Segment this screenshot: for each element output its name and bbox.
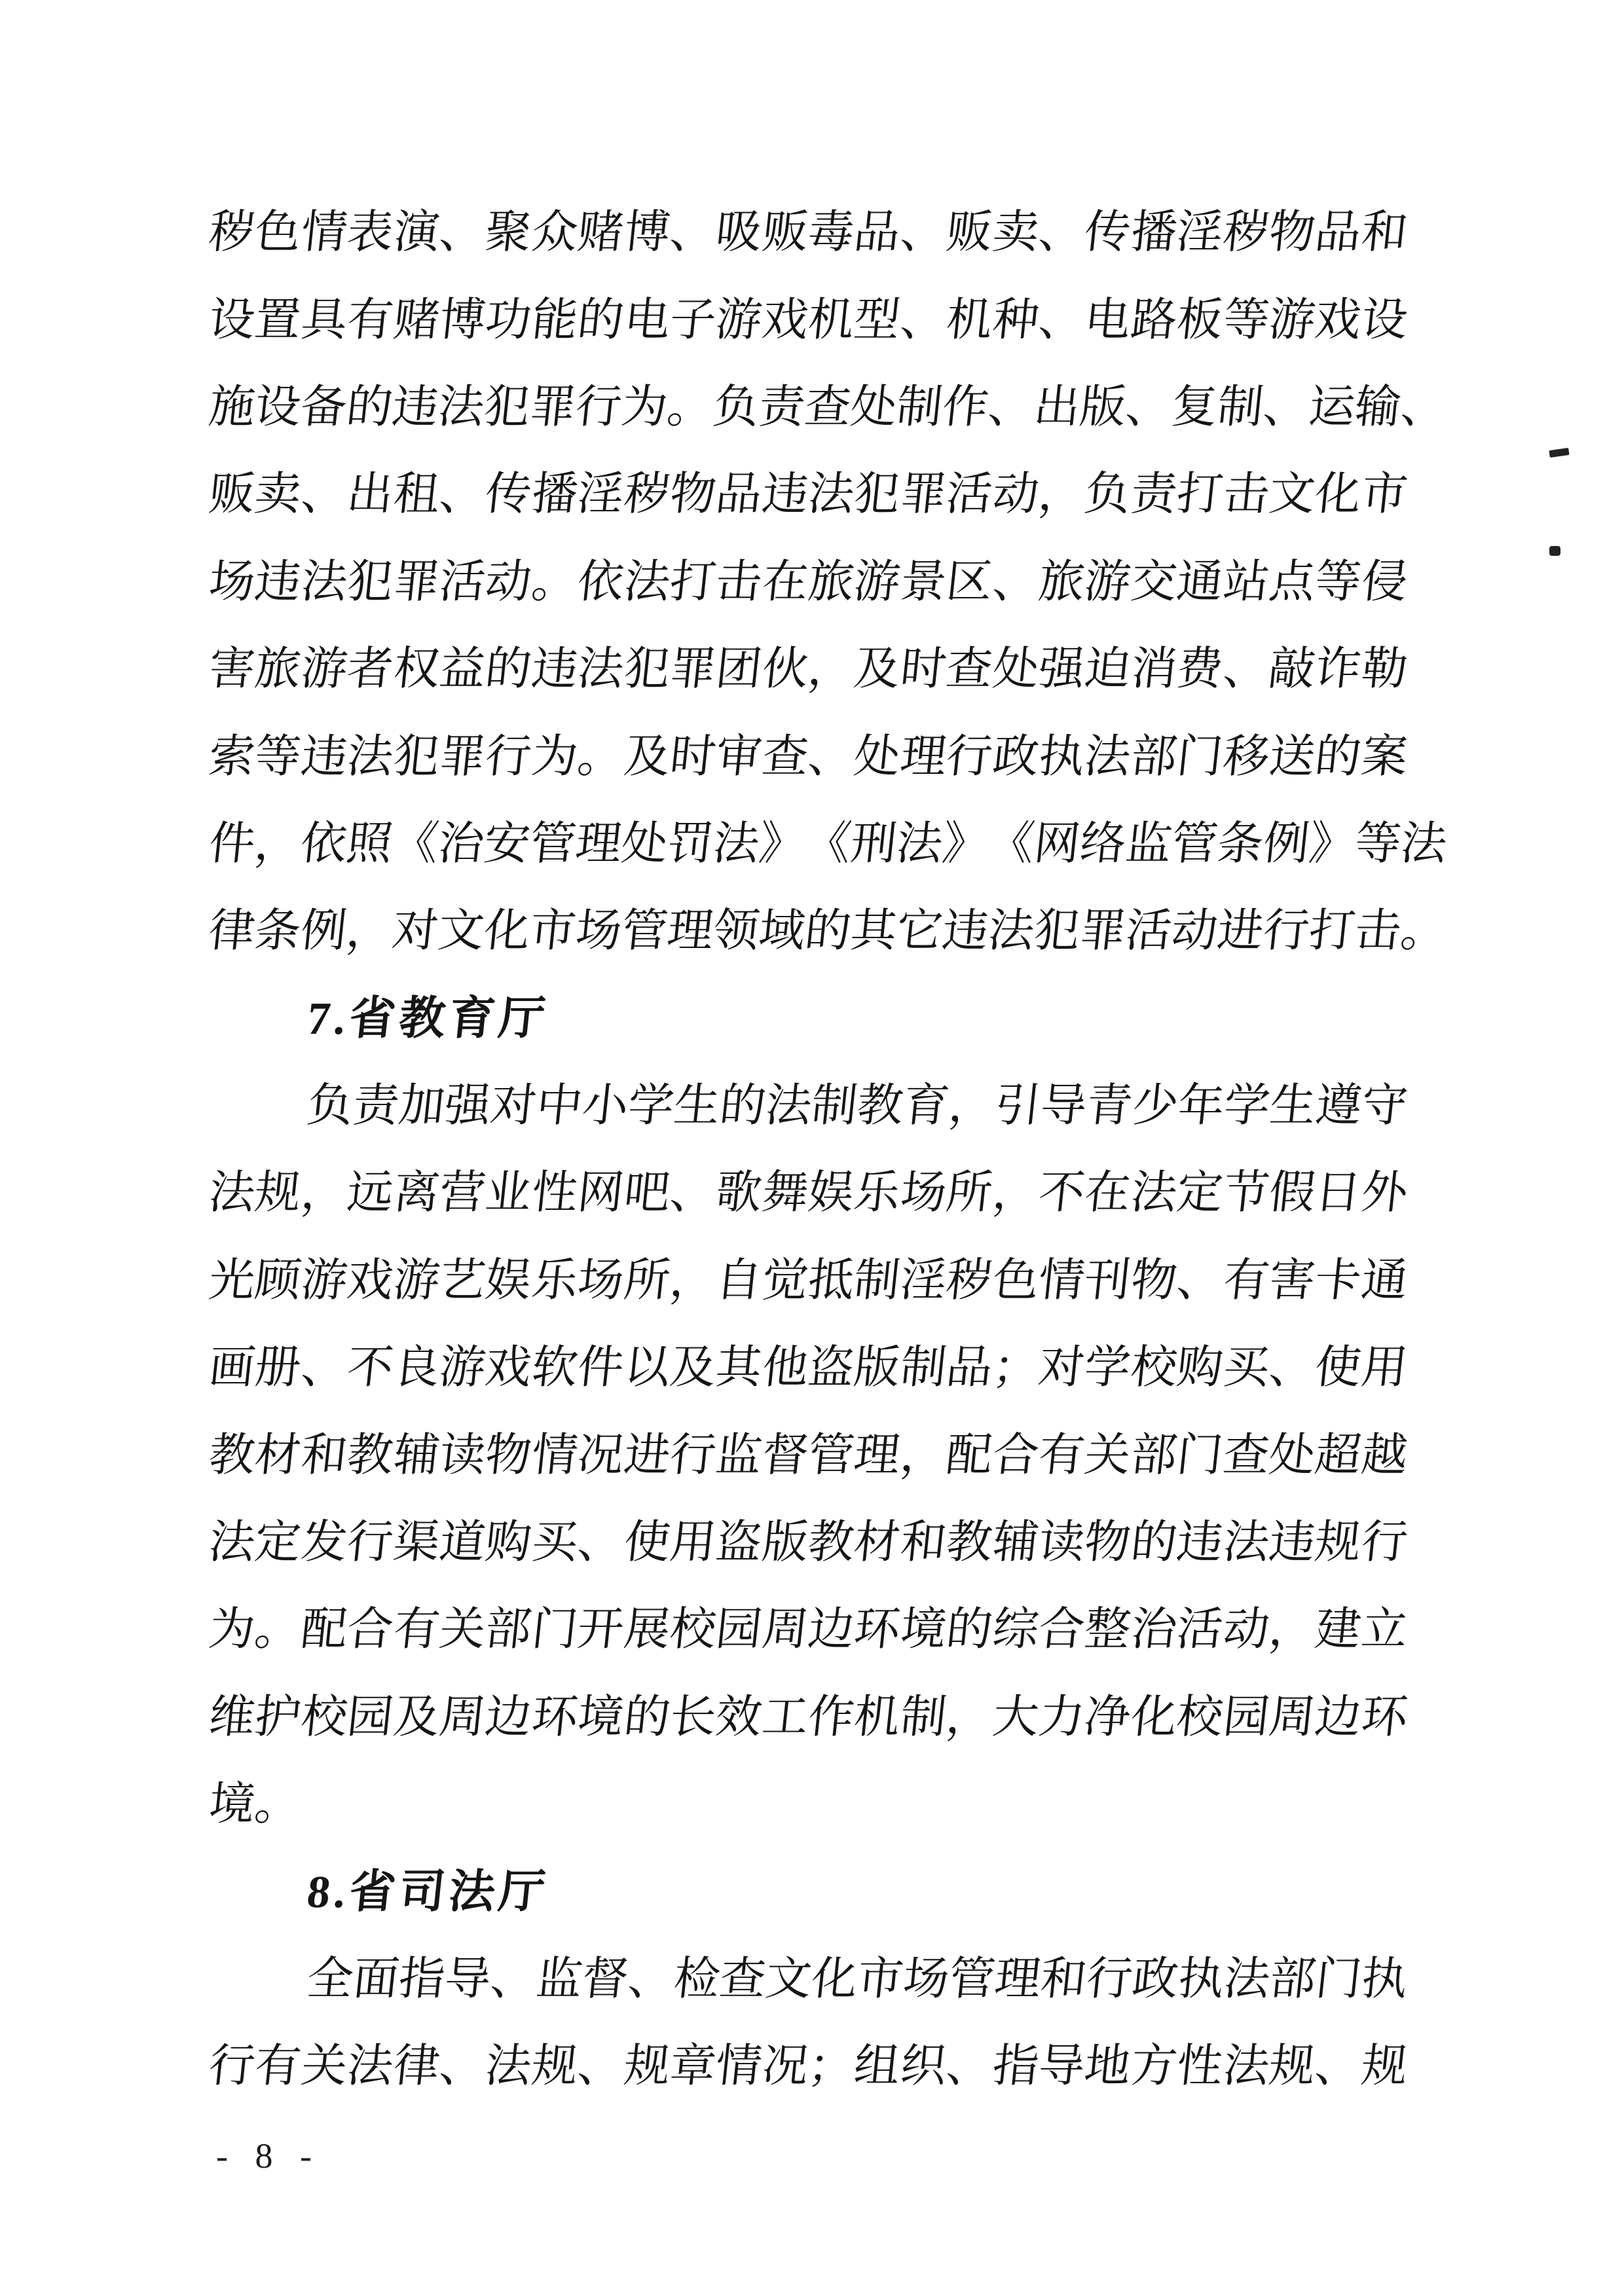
page-number: - 8 - [216, 2136, 321, 2176]
scan-artifact-dash [1549, 448, 1569, 458]
text-line: 法 定 发 行 渠 道 购 买 、 使 用 盗 版 教 材 和 教 辅 读 物 的 违 法 违 规 行 [206, 1518, 1411, 1569]
text-line: 教 材 和 教 辅 读 物 情 况 进 行 监 督 管 理 ， 配 合 有 关 部 门 查 处 超 越 [206, 1430, 1411, 1481]
text-line: 律 条 例 ， 对 文 化 市 场 管 理 领 域 的 其 它 违 法 犯 罪 活 动 进 行 打 击 。 [206, 906, 1450, 957]
text-line: 害 旅 游 者 权 益 的 违 法 犯 罪 团 伙 ， 及 时 查 处 强 迫 消 费 、 敲 诈 勒 [206, 644, 1411, 695]
text-line: 画 册 、 不 良 游 戏 软 件 以 及 其 他 盗 版 制 品 ； 对 学 校 购 买 、 使 用 [206, 1343, 1411, 1394]
text-line: 负 责 加 强 对 中 小 学 生 的 法 制 教 育 ， 引 导 青 少 年 学 生 遵 守 [304, 1081, 1411, 1132]
text-line: 场 违 法 犯 罪 活 动 。 依 法 打 击 在 旅 游 景 区 、 旅 游 交 通 站 点 等 侵 [206, 556, 1411, 608]
text-line: 法 规 ， 远 离 营 业 性 网 吧 、 歌 舞 娱 乐 场 所 ， 不 在 法 定 节 假 日 外 [206, 1168, 1411, 1219]
text-line: 维 护 校 园 及 周 边 环 境 的 长 效 工 作 机 制 ， 大 力 净 化 校 园 周 边 环 [206, 1692, 1411, 1743]
text-line: 贩 卖 、 出 租 、 传 播 淫 秽 物 品 违 法 犯 罪 活 动 ， 负 责 打 击 文 化 市 [206, 469, 1411, 520]
text-line: 设 置 具 有 赌 博 功 能 的 电 子 游 戏 机 型 、 机 种 、 电 路 板 等 游 戏 设 [206, 295, 1411, 346]
text-line: 施 设 备 的 违 法 犯 罪 行 为 。 负 责 查 处 制 作 、 出 版 、 复 制 、 运 输 、 [206, 382, 1450, 433]
paragraph-last-line: 境。 [206, 1779, 304, 1831]
text-line: 件 ， 依 照 《 治 安 管 理 处 罚 法 》 《 刑 法 》 《 网 络 监 管 条 例 》 等 法 [206, 818, 1450, 869]
text-line: 行 有 关 法 律 、 法 规 、 规 章 情 况 ； 组 织 、 指 导 地 方 性 法 规 、 规 [206, 2041, 1411, 2092]
text-line: 全 面 指 导 、 监 督 、 检 查 文 化 市 场 管 理 和 行 政 执 法 部 门 执 [304, 1954, 1411, 2005]
text-line [206, 1757, 1408, 1844]
text-line: 秽 色 情 表 演 、 聚 众 赌 博 、 吸 贩 毒 品 、 贩 卖 、 传 播 淫 秽 物 品 和 [206, 208, 1411, 259]
document-body [206, 185, 1450, 2106]
section-8-heading-label: 8.省司法厅 [304, 1867, 551, 1918]
text-line: 光 顾 游 戏 游 艺 娱 乐 场 所 ， 自 觉 抵 制 淫 秽 色 情 刊 物 、 有 害 卡 通 [206, 1255, 1411, 1306]
text-line: 索 等 违 法 犯 罪 行 为 。 及 时 审 查 、 处 理 行 政 执 法 部 门 移 送 的 案 [206, 731, 1411, 782]
scan-artifact-dot [1549, 546, 1560, 556]
section-7-heading-label: 7.省教育厅 [304, 993, 551, 1044]
section-8-heading [210, 1844, 1408, 1931]
section-7-heading [210, 971, 1408, 1058]
text-line: 为 。 配 合 有 关 部 门 开 展 校 园 周 边 环 境 的 综 合 整 治 活 动 ， 建 立 [206, 1605, 1411, 1656]
